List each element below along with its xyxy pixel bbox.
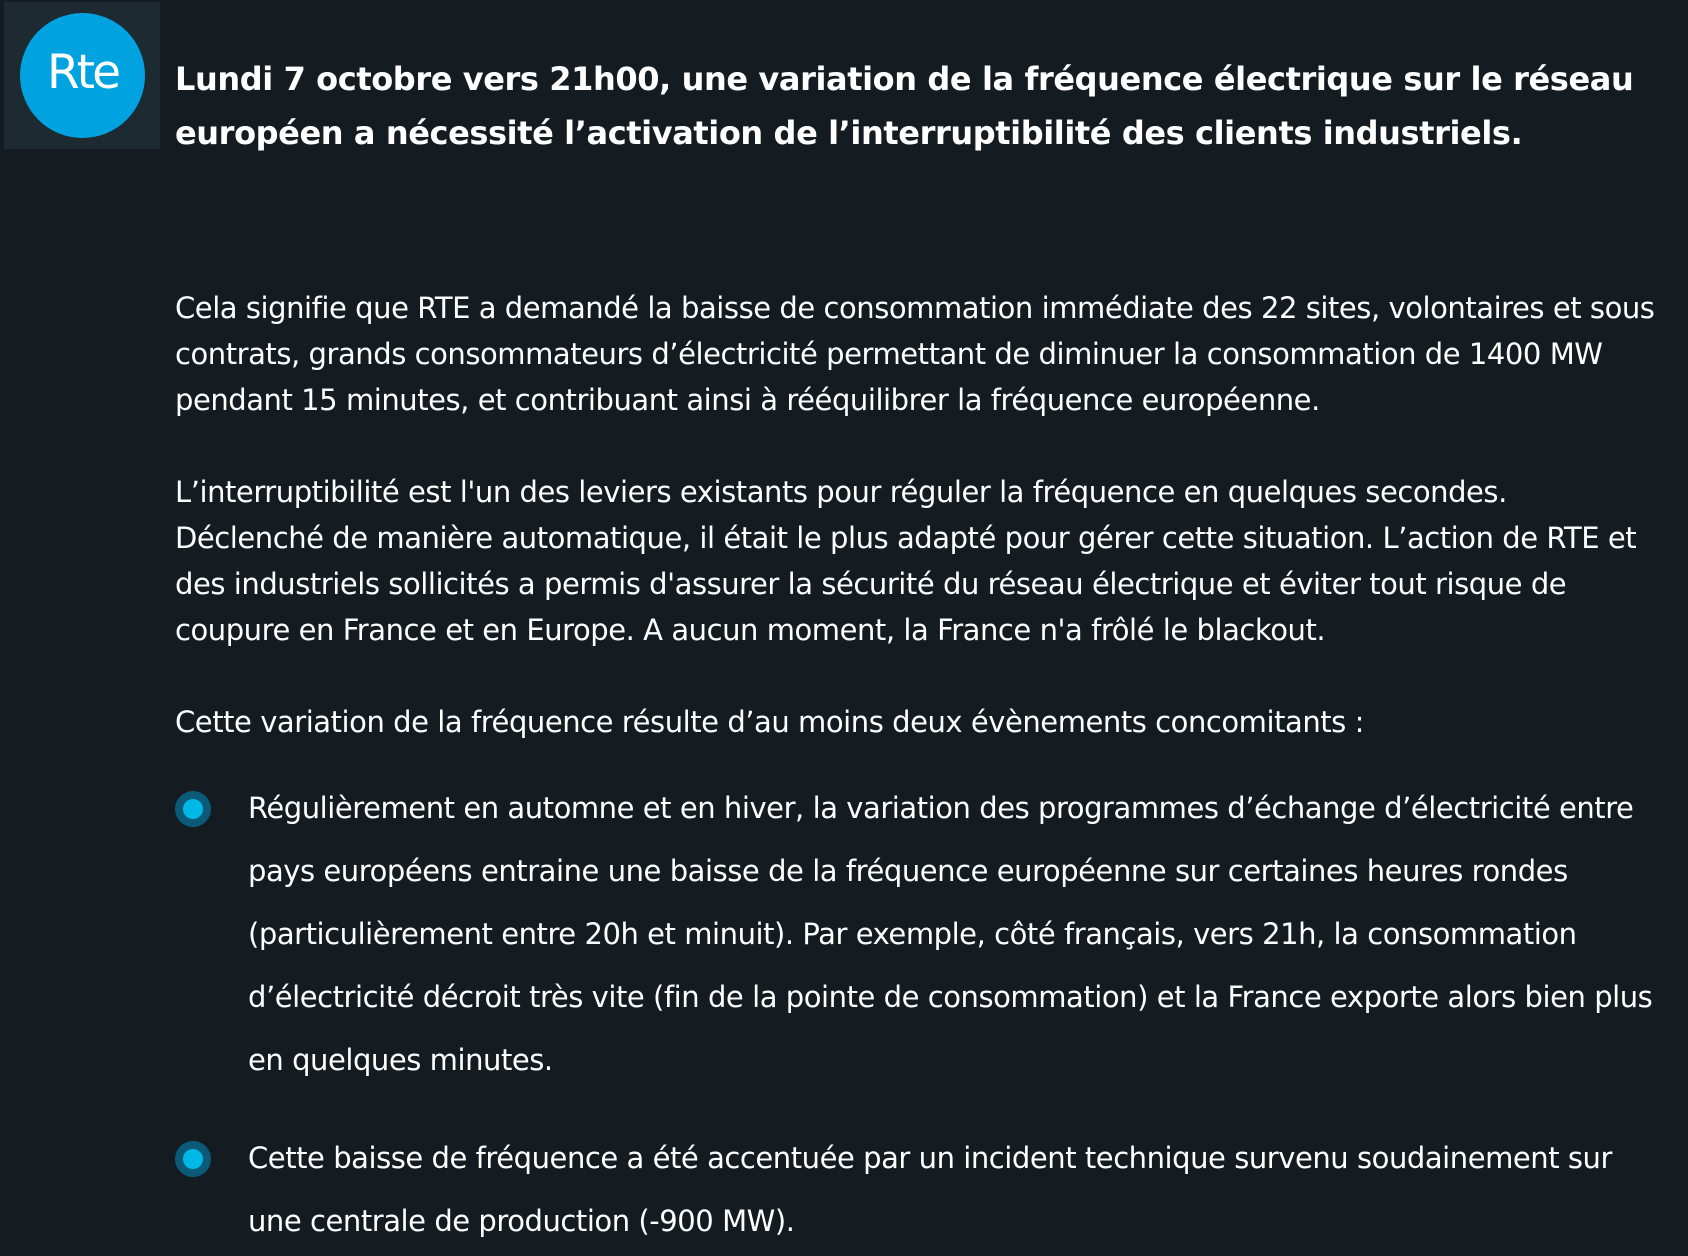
logo-text: Rte	[46, 45, 118, 100]
article-title: Lundi 7 octobre vers 21h00, une variation de la fréquence électrique sur le réseau européen a nécessité l’activation de l’interruptibilité des clients industriels.	[175, 60, 1634, 152]
rte-logo	[20, 13, 145, 138]
paragraph-consumption: Cela signifie que RTE a demandé la baisse de consommation immédiate des 22 sites, volontaires et sous contrats, grands consommateurs d’électricité permettant de diminuer la consommation de 1400 MW pendant 15 minutes, et contribuant ainsi à rééquilibrer la fréquence européenne.	[175, 291, 1655, 417]
paragraph-interruptibility: L’interruptibilité est l'un des leviers existants pour réguler la fréquence en quelques secondes. Déclenché de manière automatique, il était le plus adapté pour gérer cette situation. L’action de RTE et des industriels sollicités a permis d'assurer la sécurité du réseau électrique et éviter tout risque de coupure en France et en Europe. A aucun moment, la France n'a frôlé le blackout.	[175, 475, 1637, 647]
causes-list	[175, 777, 1655, 1253]
article-body	[175, 285, 1655, 1256]
list-item-text: Cette baisse de fréquence a été accentuée par un incident technique survenu soudainement sur une centrale de production (-900 MW).	[248, 1141, 1612, 1238]
paragraph-causes-intro: Cette variation de la fréquence résulte d’au moins deux évènements concomitants :	[175, 705, 1364, 739]
list-item	[175, 777, 1655, 1092]
list-item-text: Régulièrement en automne et en hiver, la variation des programmes d’échange d’électricité entre pays européens entraine une baisse de la fréquence européenne sur certaines heures rondes (particulièrement entre 20h et minuit). Par exemple, côté français, vers 21h, la consommation d’électricité décroit très vite (fin de la pointe de consommation) et la France exporte alors bien plus en quelques minutes.	[248, 791, 1653, 1077]
logo-tile	[4, 2, 160, 149]
bullet-dot-icon	[175, 791, 211, 827]
bullet-dot-icon	[175, 1141, 211, 1177]
list-item	[175, 1127, 1655, 1253]
